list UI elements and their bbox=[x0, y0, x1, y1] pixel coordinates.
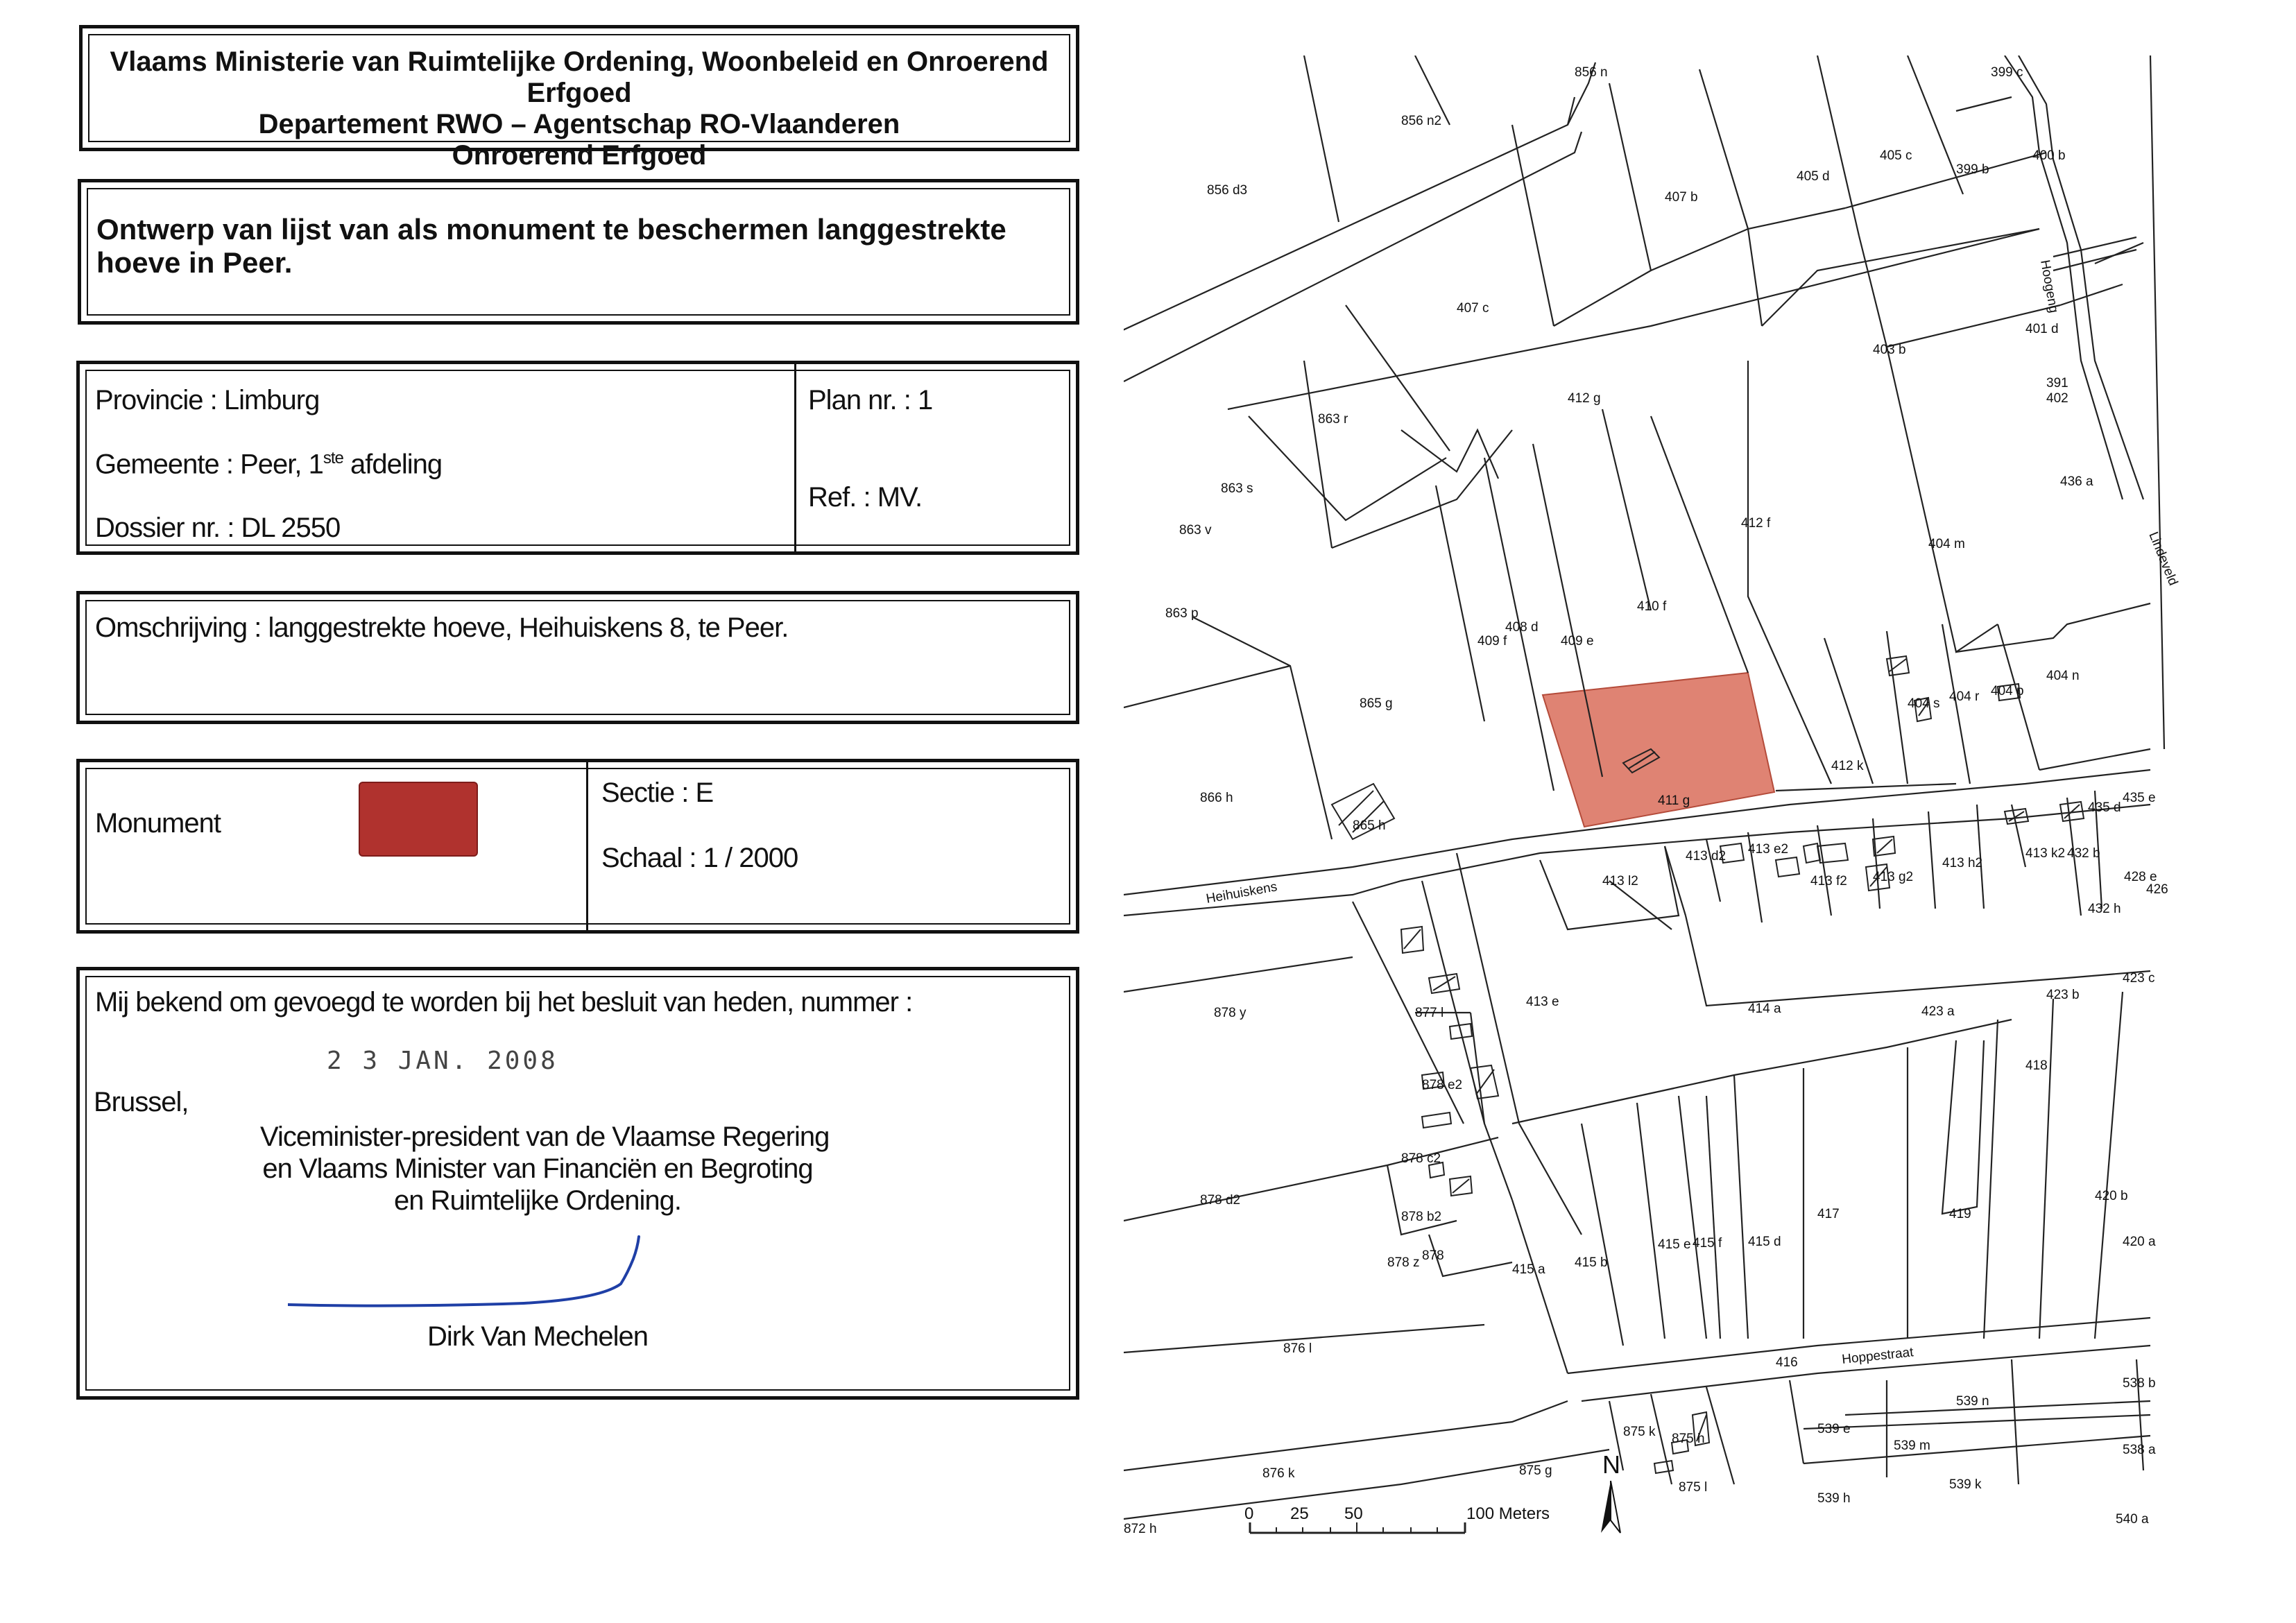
signatory-role-3: en Ruimtelijke Ordening. bbox=[394, 1185, 681, 1216]
parcel-label: 413 g2 bbox=[1873, 870, 1914, 884]
parcel-label: 866 h bbox=[1200, 791, 1233, 805]
street-heihuiskens: Heihuiskens bbox=[1205, 879, 1278, 907]
parcel-label: 405 c bbox=[1880, 148, 1912, 163]
parcel-label: 404 r bbox=[1949, 689, 1980, 704]
parcel-label: 403 b bbox=[1873, 343, 1906, 357]
sectie-text: Sectie : E bbox=[601, 778, 714, 808]
parcel-label: 878 c2 bbox=[1401, 1151, 1441, 1166]
parcel-label: 865 g bbox=[1360, 696, 1393, 711]
metadata-box bbox=[76, 361, 1079, 555]
scale-label-50: 50 bbox=[1344, 1504, 1363, 1523]
parcel-label: 539 k bbox=[1949, 1477, 1982, 1492]
document-title-box bbox=[78, 179, 1079, 325]
street-hoppestraat: Hoppestraat bbox=[1841, 1345, 1914, 1367]
parcel-label: 875 g bbox=[1519, 1463, 1552, 1478]
parcel-label: 875 k bbox=[1623, 1425, 1656, 1439]
legend-divider bbox=[586, 762, 588, 930]
parcel-label: 432 b bbox=[2067, 846, 2100, 861]
monument-label: Monument bbox=[95, 808, 221, 839]
parcel-label: 409 e bbox=[1561, 634, 1594, 649]
reference: Ref. : MV. bbox=[808, 482, 923, 513]
parcel-label: 414 a bbox=[1748, 1002, 1781, 1016]
parcel-label: 863 s bbox=[1221, 481, 1253, 496]
parcel-label: 413 f2 bbox=[1810, 874, 1847, 888]
parcel-label: 415 a bbox=[1512, 1262, 1545, 1277]
parcel-label: 419 bbox=[1949, 1207, 1971, 1221]
parcel-label: 413 d2 bbox=[1686, 849, 1727, 864]
parcel-label: 863 v bbox=[1179, 523, 1212, 538]
parcel-label: 435 d bbox=[2088, 800, 2121, 815]
date-stamp: 2 3 JAN. 2008 bbox=[327, 1047, 558, 1075]
parcel-label: 856 n2 bbox=[1401, 114, 1442, 128]
parcel-label: 412 k bbox=[1831, 759, 1864, 773]
plan-number: Plan nr. : 1 bbox=[808, 385, 933, 415]
north-arrow-icon bbox=[1601, 1450, 1620, 1533]
parcel-label: 400 b bbox=[2032, 148, 2066, 163]
parcel-label: 878 y bbox=[1214, 1006, 1246, 1020]
description-box bbox=[76, 591, 1079, 724]
gemeente-main: Gemeente : Peer, 1 bbox=[95, 449, 323, 480]
parcel-label: 420 a bbox=[2123, 1235, 2156, 1249]
parcel-label: 539 m bbox=[1894, 1439, 1930, 1453]
gemeente-suffix: afdeling bbox=[343, 449, 443, 480]
parcel-label: 416 bbox=[1776, 1355, 1798, 1370]
parcel-label: 423 c bbox=[2123, 971, 2155, 986]
ministry-header bbox=[79, 25, 1079, 171]
place-text: Brussel, bbox=[94, 1087, 189, 1117]
parcel-label: 415 f bbox=[1693, 1236, 1722, 1251]
parcel-label: 405 d bbox=[1797, 169, 1830, 184]
signatory-role-1: Viceminister-president van de Vlaamse Regering bbox=[260, 1122, 830, 1152]
street-hoogeng: Hoogeng bbox=[2037, 259, 2062, 314]
parcel-label: 404 m bbox=[1928, 537, 1965, 551]
monument-swatch bbox=[359, 782, 478, 857]
parcel-label: 402 bbox=[2046, 391, 2068, 406]
parcel-label: 415 e bbox=[1658, 1237, 1691, 1252]
approval-box bbox=[76, 967, 1079, 1400]
parcel-label: 538 a bbox=[2123, 1443, 2156, 1457]
parcel-label: 413 e2 bbox=[1748, 842, 1789, 857]
parcel-label: 877 l bbox=[1415, 1006, 1444, 1020]
signatory-role-2: en Vlaams Minister van Financiën en Begroting bbox=[262, 1153, 813, 1184]
signatory-name: Dirk Van Mechelen bbox=[427, 1321, 648, 1352]
parcel-label: 412 g bbox=[1568, 391, 1601, 406]
scale-label-25: 25 bbox=[1290, 1504, 1309, 1523]
parcel-label: 412 f bbox=[1741, 516, 1771, 531]
parcel-label: 413 l2 bbox=[1602, 874, 1638, 888]
parcel-label: 432 h bbox=[2088, 902, 2121, 916]
parcel-label: 863 r bbox=[1318, 412, 1348, 427]
parcel-label: 391 bbox=[2046, 376, 2068, 390]
parcel-label: 426 bbox=[2146, 882, 2168, 897]
metadata-divider bbox=[794, 364, 796, 551]
schaal-text: Schaal : 1 / 2000 bbox=[601, 843, 798, 873]
parcel-label: 436 a bbox=[2060, 474, 2093, 489]
parcel-label: 878 b2 bbox=[1401, 1210, 1442, 1224]
parcel-label: 415 d bbox=[1748, 1235, 1781, 1249]
parcel-label: 399 b bbox=[1956, 162, 1989, 177]
department-name: Departement RWO – Agentschap RO-Vlaanderen bbox=[258, 109, 900, 139]
scale-label-0: 0 bbox=[1244, 1504, 1254, 1523]
parcel-label: 876 l bbox=[1283, 1341, 1312, 1356]
parcel-label: 404 s bbox=[1908, 696, 1940, 711]
parcel-label: 411 g bbox=[1658, 793, 1690, 808]
parcel-label: 420 b bbox=[2095, 1189, 2128, 1203]
parcel-label: 417 bbox=[1817, 1207, 1840, 1221]
north-label: N bbox=[1602, 1450, 1620, 1479]
parcel-label: 399 c bbox=[1991, 65, 2023, 80]
parcel-label: 540 a bbox=[2116, 1512, 2149, 1527]
parcel-label: 856 n bbox=[1575, 65, 1608, 80]
parcel-label: 410 f bbox=[1637, 599, 1667, 614]
parcel-label: 404 p bbox=[1991, 684, 2024, 698]
parcel-label: 865 h bbox=[1353, 818, 1386, 833]
parcel-label: 875 h bbox=[1672, 1432, 1705, 1446]
scale-label-100: 100 Meters bbox=[1466, 1504, 1550, 1523]
parcel-label: 872 h bbox=[1124, 1522, 1157, 1536]
dossier-text: Dossier nr. : DL 2550 bbox=[95, 513, 341, 543]
street-lindeveld: Lindeveld bbox=[2145, 530, 2181, 588]
agency-name: Onroerend Erfgoed bbox=[452, 140, 707, 171]
parcel-label: 407 c bbox=[1457, 301, 1489, 316]
parcel-label: 407 b bbox=[1665, 190, 1698, 205]
parcel-label: 878 e2 bbox=[1422, 1078, 1463, 1092]
parcel-label: 404 n bbox=[2046, 669, 2080, 683]
gemeente-text bbox=[95, 449, 442, 480]
parcel-label: 539 n bbox=[1956, 1394, 1989, 1409]
parcel-label: 878 d2 bbox=[1200, 1193, 1241, 1208]
parcel-label: 413 k2 bbox=[2025, 846, 2066, 861]
parcel-label: 413 h2 bbox=[1942, 856, 1983, 870]
parcel-label: 878 z bbox=[1387, 1255, 1420, 1270]
scale-bar bbox=[1244, 1504, 1550, 1533]
parcel-label: 423 a bbox=[1921, 1004, 1955, 1019]
approval-intro: Mij bekend om gevoegd te worden bij het besluit van heden, nummer : bbox=[95, 987, 913, 1017]
parcel-label: 428 e bbox=[2124, 870, 2157, 884]
legend-box bbox=[76, 759, 1079, 934]
parcel-label: 539 h bbox=[1817, 1491, 1851, 1506]
cadastral-map bbox=[1124, 55, 2220, 1609]
document-title: Ontwerp van lijst van als monument te beschermen langgestrekte hoeve in Peer. bbox=[96, 213, 1006, 279]
parcel-label: 875 l bbox=[1679, 1480, 1708, 1495]
parcel-label: 856 d3 bbox=[1207, 183, 1248, 198]
parcel-label: 415 b bbox=[1575, 1255, 1608, 1270]
parcel-label: 413 e bbox=[1526, 995, 1559, 1009]
provincie-text: Provincie : Limburg bbox=[95, 385, 320, 415]
parcel-label: 863 p bbox=[1165, 606, 1199, 621]
parcel-label: 435 e bbox=[2123, 791, 2156, 805]
parcel-label: 409 f bbox=[1477, 634, 1507, 649]
parcel-label: 878 bbox=[1422, 1248, 1444, 1263]
parcel-label: 418 bbox=[2025, 1058, 2048, 1073]
parcel-label: 408 d bbox=[1505, 620, 1539, 635]
parcel-label: 538 b bbox=[2123, 1376, 2156, 1391]
gemeente-superscript: ste bbox=[323, 449, 343, 467]
parcel-label: 876 k bbox=[1262, 1466, 1295, 1481]
parcel-label: 423 b bbox=[2046, 988, 2080, 1002]
handwritten-signature bbox=[288, 1227, 732, 1331]
parcel-label: 539 e bbox=[1817, 1422, 1851, 1436]
description-text: Omschrijving : langgestrekte hoeve, Heihuiskens 8, te Peer. bbox=[95, 612, 789, 643]
ministry-name: Vlaams Ministerie van Ruimtelijke Ordening, Woonbeleid en Onroerend Erfgoed bbox=[110, 46, 1049, 108]
parcel-label: 401 d bbox=[2025, 322, 2059, 336]
